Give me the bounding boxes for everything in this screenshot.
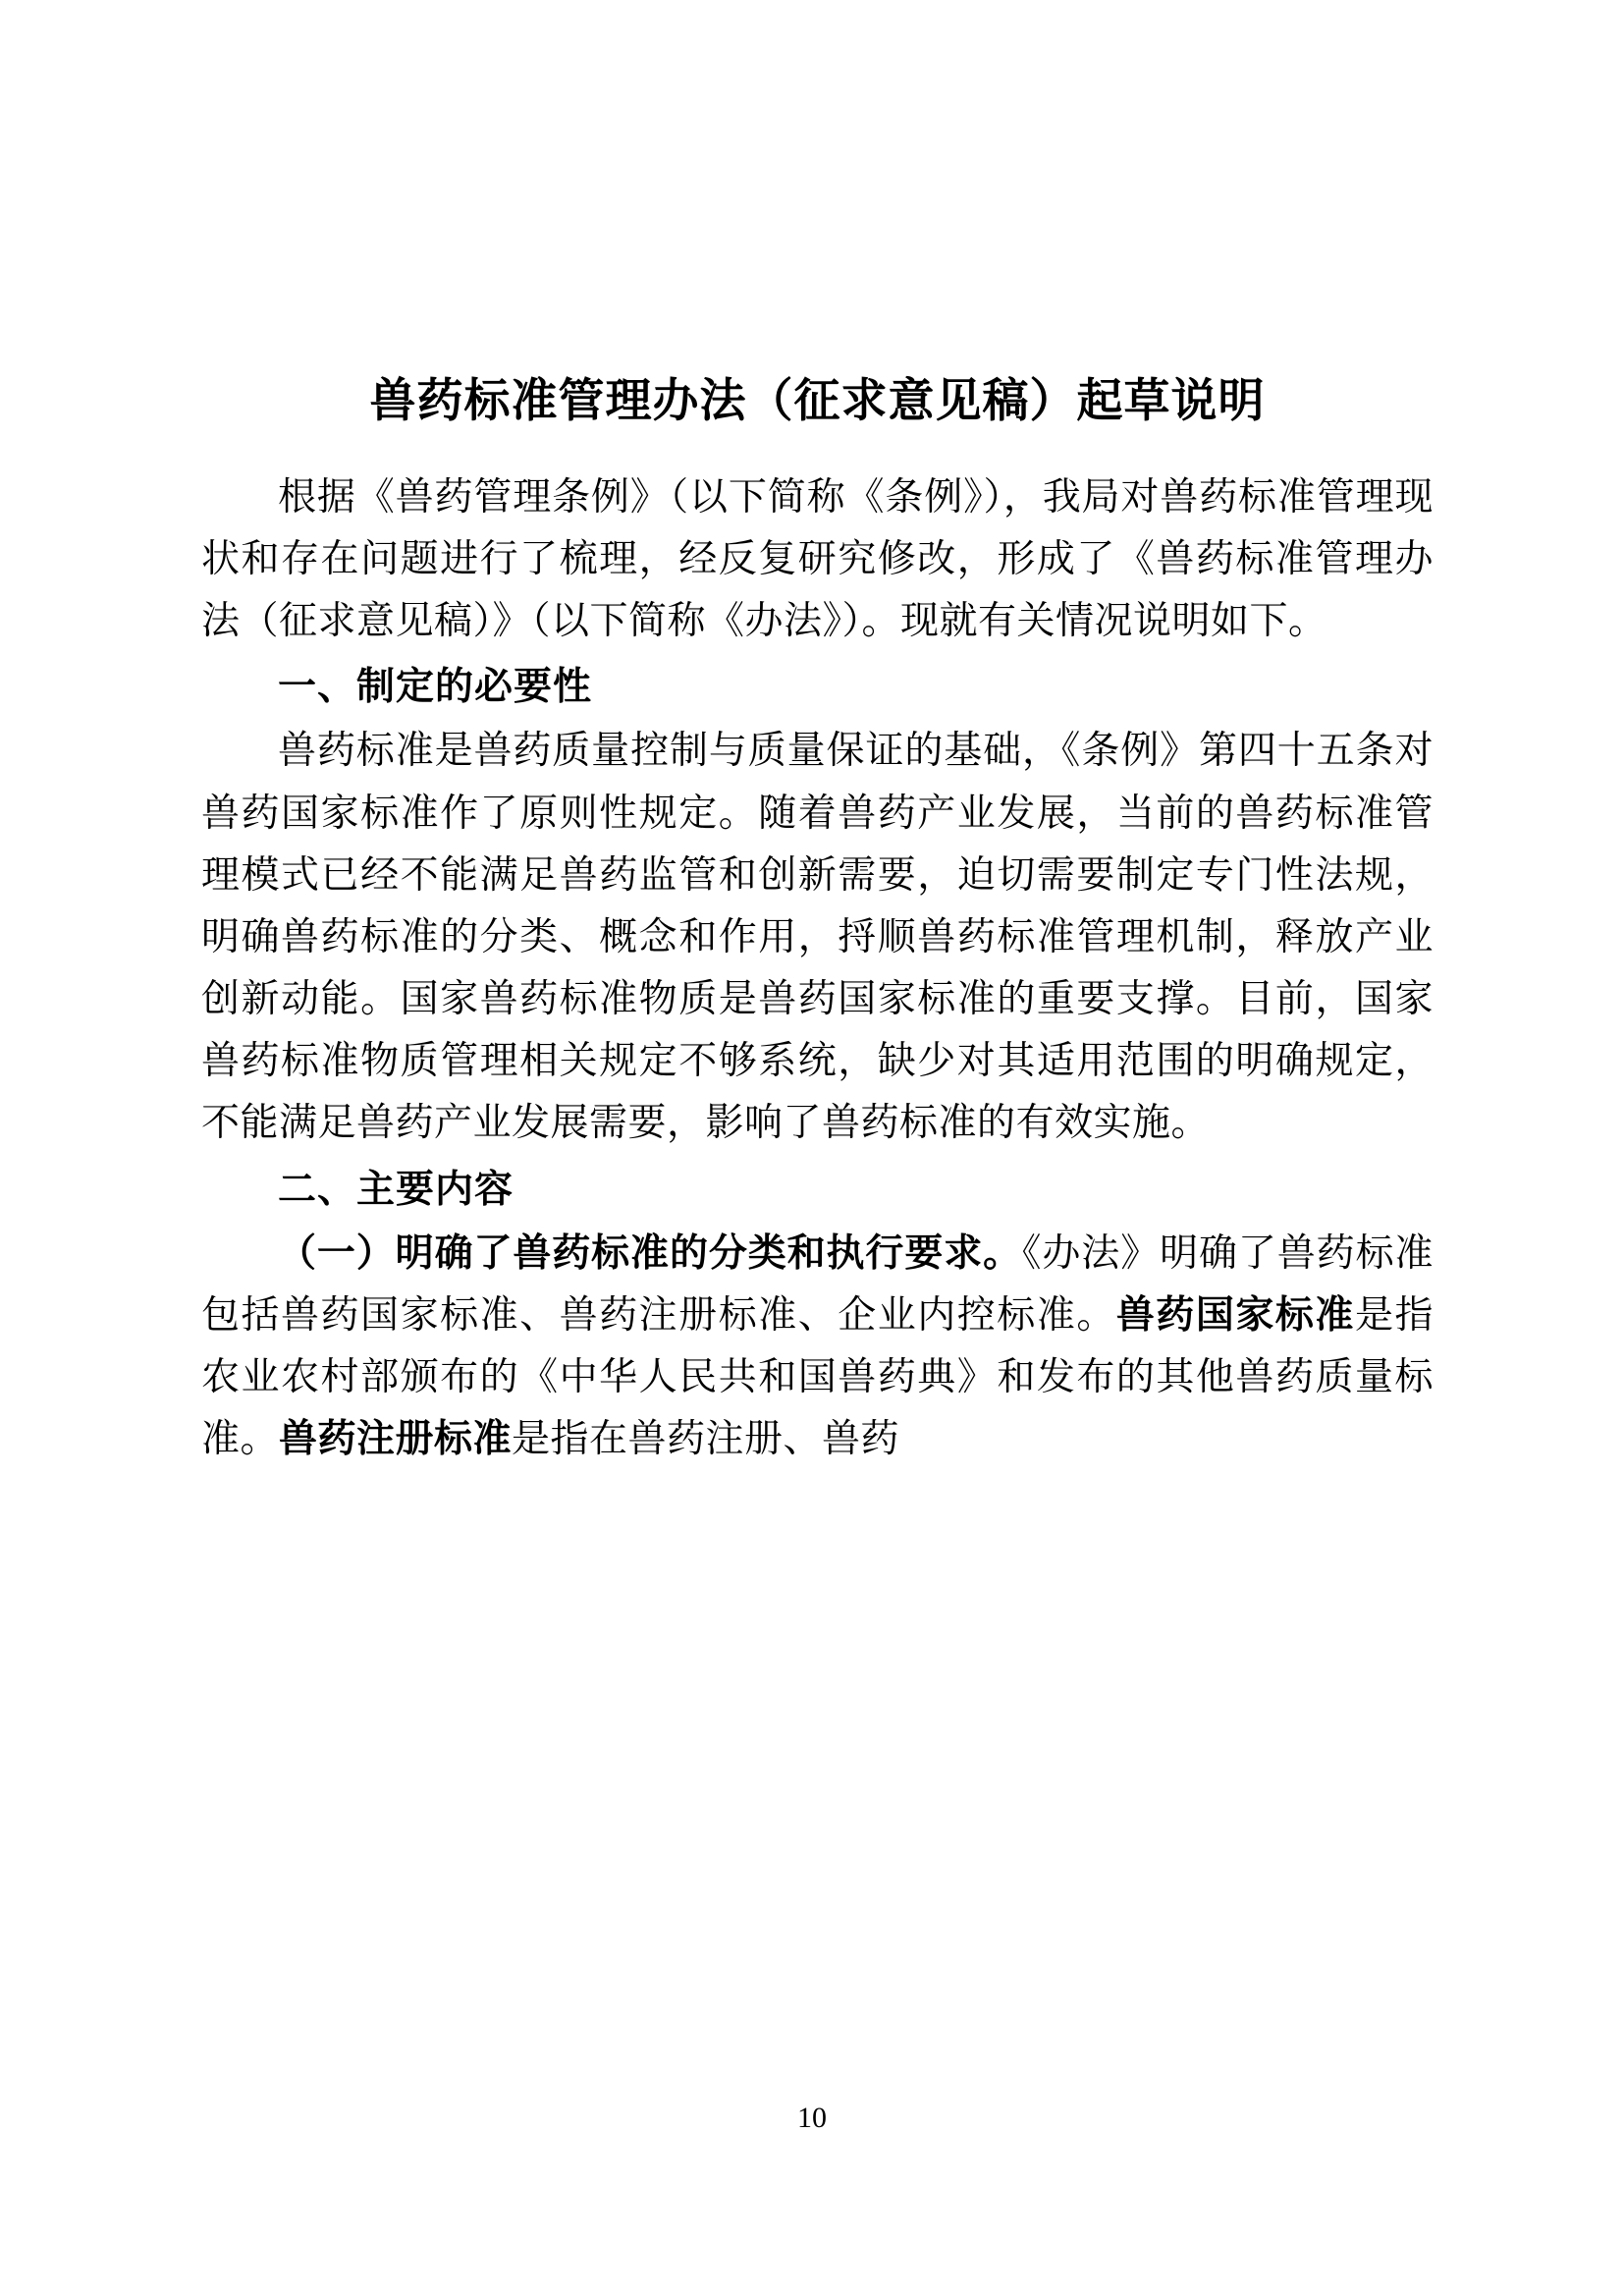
- document-body: [201, 373, 1434, 1473]
- heading-main-content: 二、主要内容: [278, 1166, 514, 1212]
- paragraph-necessity-body: 兽药标准是兽药质量控制与质量保证的基础，《条例》第四十五条对兽药国家标准作了原则性规定。随着兽药产业发展，当前的兽药标准管理模式已经不能满足兽药监管和创新需要，迫切需要制定专门性法规，明确兽药标准的分类、概念和作用，捋顺兽药标准管理机制，释放产业创新动能。国家兽药标准物质是兽药国家标准的重要支撑。目前，国家兽药标准物质管理相关规定不够系统，缺少对其适用范围的明确规定，不能满足兽药产业发展需要，影响了兽药标准的有效实施。: [201, 730, 1434, 1145]
- run-bold-2: 兽药国家标准: [1115, 1291, 1355, 1338]
- run-bold-3: 兽药注册标准: [279, 1416, 513, 1462]
- run-bold-1: （一）明确了兽药标准的分类和执行要求。: [278, 1230, 1023, 1276]
- paragraph-intro: 根据《兽药管理条例》（以下简称《条例》），我局对兽药标准管理现状和存在问题进行了梳理，经反复研究修改，形成了《兽药标准管理办法（征求意见稿）》（以下简称《办法》）。现就有关情况说明如下。: [201, 475, 1434, 643]
- run-plain-2: 是指农业农村部颁布的《中华人民共和国兽药典》和发布的其他兽药质量标准。: [201, 1293, 1434, 1461]
- heading-necessity: 一、制定的必要性: [278, 664, 593, 710]
- paragraph-main-content-item-1: [201, 1223, 1434, 1471]
- page-title: 兽药标准管理办法（征求意见稿）起草说明: [369, 374, 1266, 428]
- page-number: 10: [797, 2102, 827, 2134]
- run-plain-3: 是指在兽药注册、兽药: [512, 1418, 900, 1461]
- run-plain-1: 《办法》明确了兽药标准包括兽药国家标准、兽药注册标准、企业内控标准。: [201, 1231, 1434, 1337]
